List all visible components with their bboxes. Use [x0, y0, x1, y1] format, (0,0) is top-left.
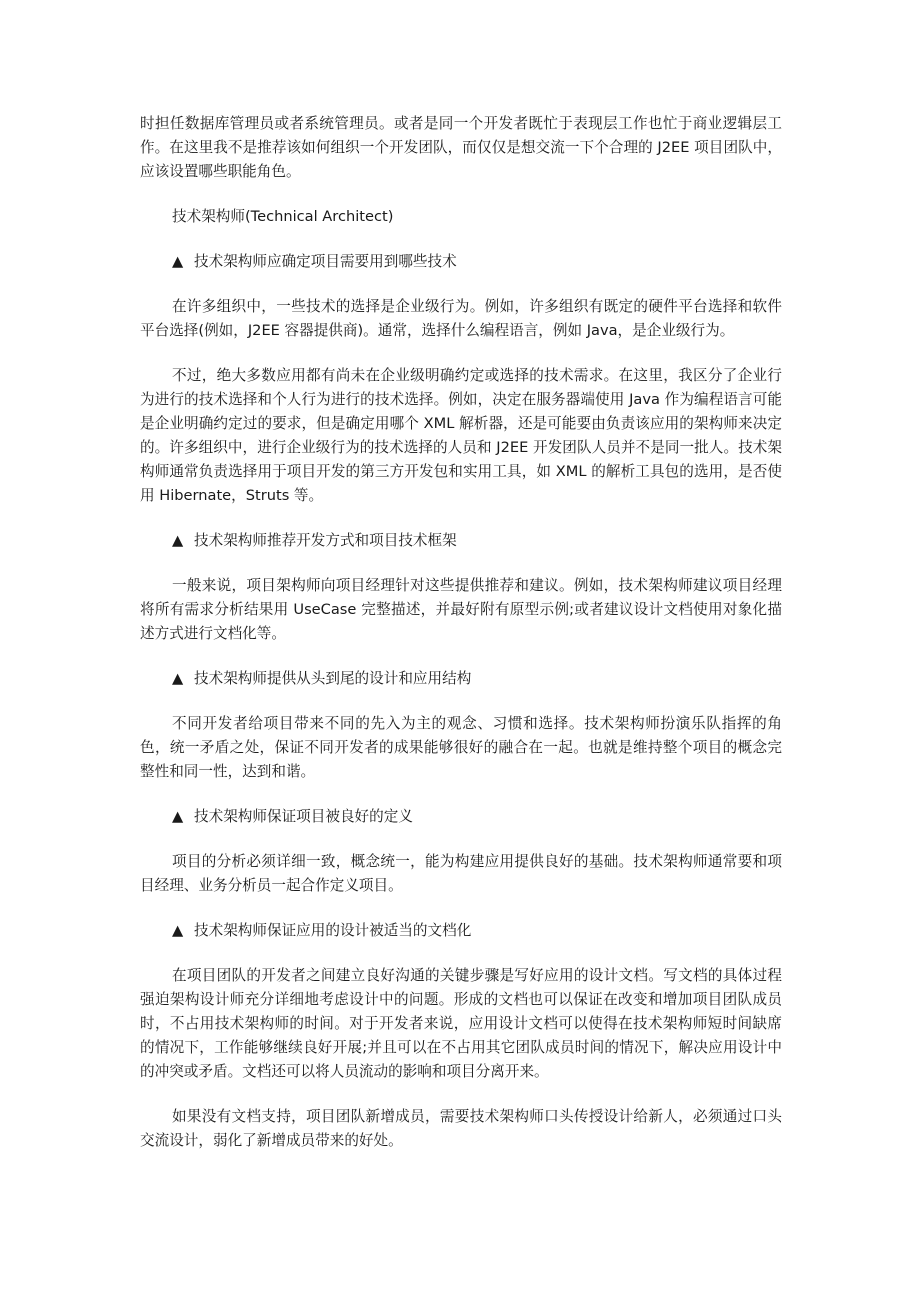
triangle-bullet-icon: ▲	[172, 670, 184, 687]
paragraph: 在项目团队的开发者之间建立良好沟通的关键步骤是写好应用的设计文档。写文档的具体过程强迫架构设计师充分详细地考虑设计中的问题。形成的文档也可以保证在改变和增加项目团队成员时，不占用技术架构师的时间。对于开发者来说，应用设计文档可以使得在技术架构师短时间缺席的情况下，工作能够继续良好开展;并且可以在不占用其它团队成员时间的情况下，解决应用设计中的冲突或矛盾。文档还可以将人员流动的影响和项目分离开来。	[140, 967, 782, 1080]
bullet-heading	[140, 919, 782, 943]
bullet-heading	[140, 805, 782, 829]
bullet-heading-text: 技术架构师保证应用的设计被适当的文档化	[194, 922, 472, 939]
bullet-heading-text: 技术架构师应确定项目需要用到哪些技术	[194, 253, 457, 270]
paragraph: 不同开发者给项目带来不同的先入为主的观念、习惯和选择。技术架构师扮演乐队指挥的角色，统一矛盾之处，保证不同开发者的成果能够很好的融合在一起。也就是维持整个项目的概念完整性和同一性，达到和谐。	[140, 715, 782, 780]
paragraph: 项目的分析必须详细一致，概念统一，能为构建应用提供良好的基础。技术架构师通常要和项目经理、业务分析员一起合作定义项目。	[140, 853, 782, 894]
paragraph: 在许多组织中，一些技术的选择是企业级行为。例如，许多组织有既定的硬件平台选择和软件平台选择(例如，J2EE 容器提供商)。通常，选择什么编程语言，例如 Java，是企业级行为。	[140, 298, 782, 339]
bullet-heading	[140, 529, 782, 553]
paragraph: 一般来说，项目架构师向项目经理针对这些提供推荐和建议。例如，技术架构师建议项目经理将所有需求分析结果用 UseCase 完整描述，并最好附有原型示例;或者建议设计文档使用对象化描述方式进行文档化等。	[140, 577, 782, 642]
bullet-heading	[140, 667, 782, 691]
bullet-heading	[140, 250, 782, 274]
bullet-heading-text: 技术架构师提供从头到尾的设计和应用结构	[194, 670, 472, 687]
triangle-bullet-icon: ▲	[172, 808, 184, 825]
paragraph: 时担任数据库管理员或者系统管理员。或者是同一个开发者既忙于表现层工作也忙于商业逻辑层工作。在这里我不是推荐该如何组织一个开发团队，而仅仅是想交流一下个合理的 J2EE 项目团队中，应该设置哪些职能角色。	[140, 115, 782, 180]
section-title: 技术架构师(Technical Architect)	[172, 208, 394, 225]
bullet-heading-text: 技术架构师推荐开发方式和项目技术框架	[194, 532, 457, 549]
paragraph: 不过，绝大多数应用都有尚未在企业级明确约定或选择的技术需求。在这里，我区分了企业行为进行的技术选择和个人行为进行的技术选择。例如，决定在服务器端使用 Java 作为编程语言可能是企业明确约定过的要求，但是确定用哪个 XML 解析器，还是可能要由负责该应用的架构师来决定的。许多组织中，进行企业级行为的技术选择的人员和 J2EE 开发团队人员并不是同一批人。技术架构师通常负责选择用于项目开发的第三方开发包和实用工具，如 XML 的解析工具包的选用，是否使用 Hibernate，Struts 等。	[140, 367, 782, 504]
paragraph: 如果没有文档支持，项目团队新增成员，需要技术架构师口头传授设计给新人，必须通过口头交流设计，弱化了新增成员带来的好处。	[140, 1108, 782, 1149]
triangle-bullet-icon: ▲	[172, 922, 184, 939]
document-body	[140, 112, 782, 1174]
bullet-heading-text: 技术架构师保证项目被良好的定义	[194, 808, 413, 825]
triangle-bullet-icon: ▲	[172, 253, 184, 270]
triangle-bullet-icon: ▲	[172, 532, 184, 549]
